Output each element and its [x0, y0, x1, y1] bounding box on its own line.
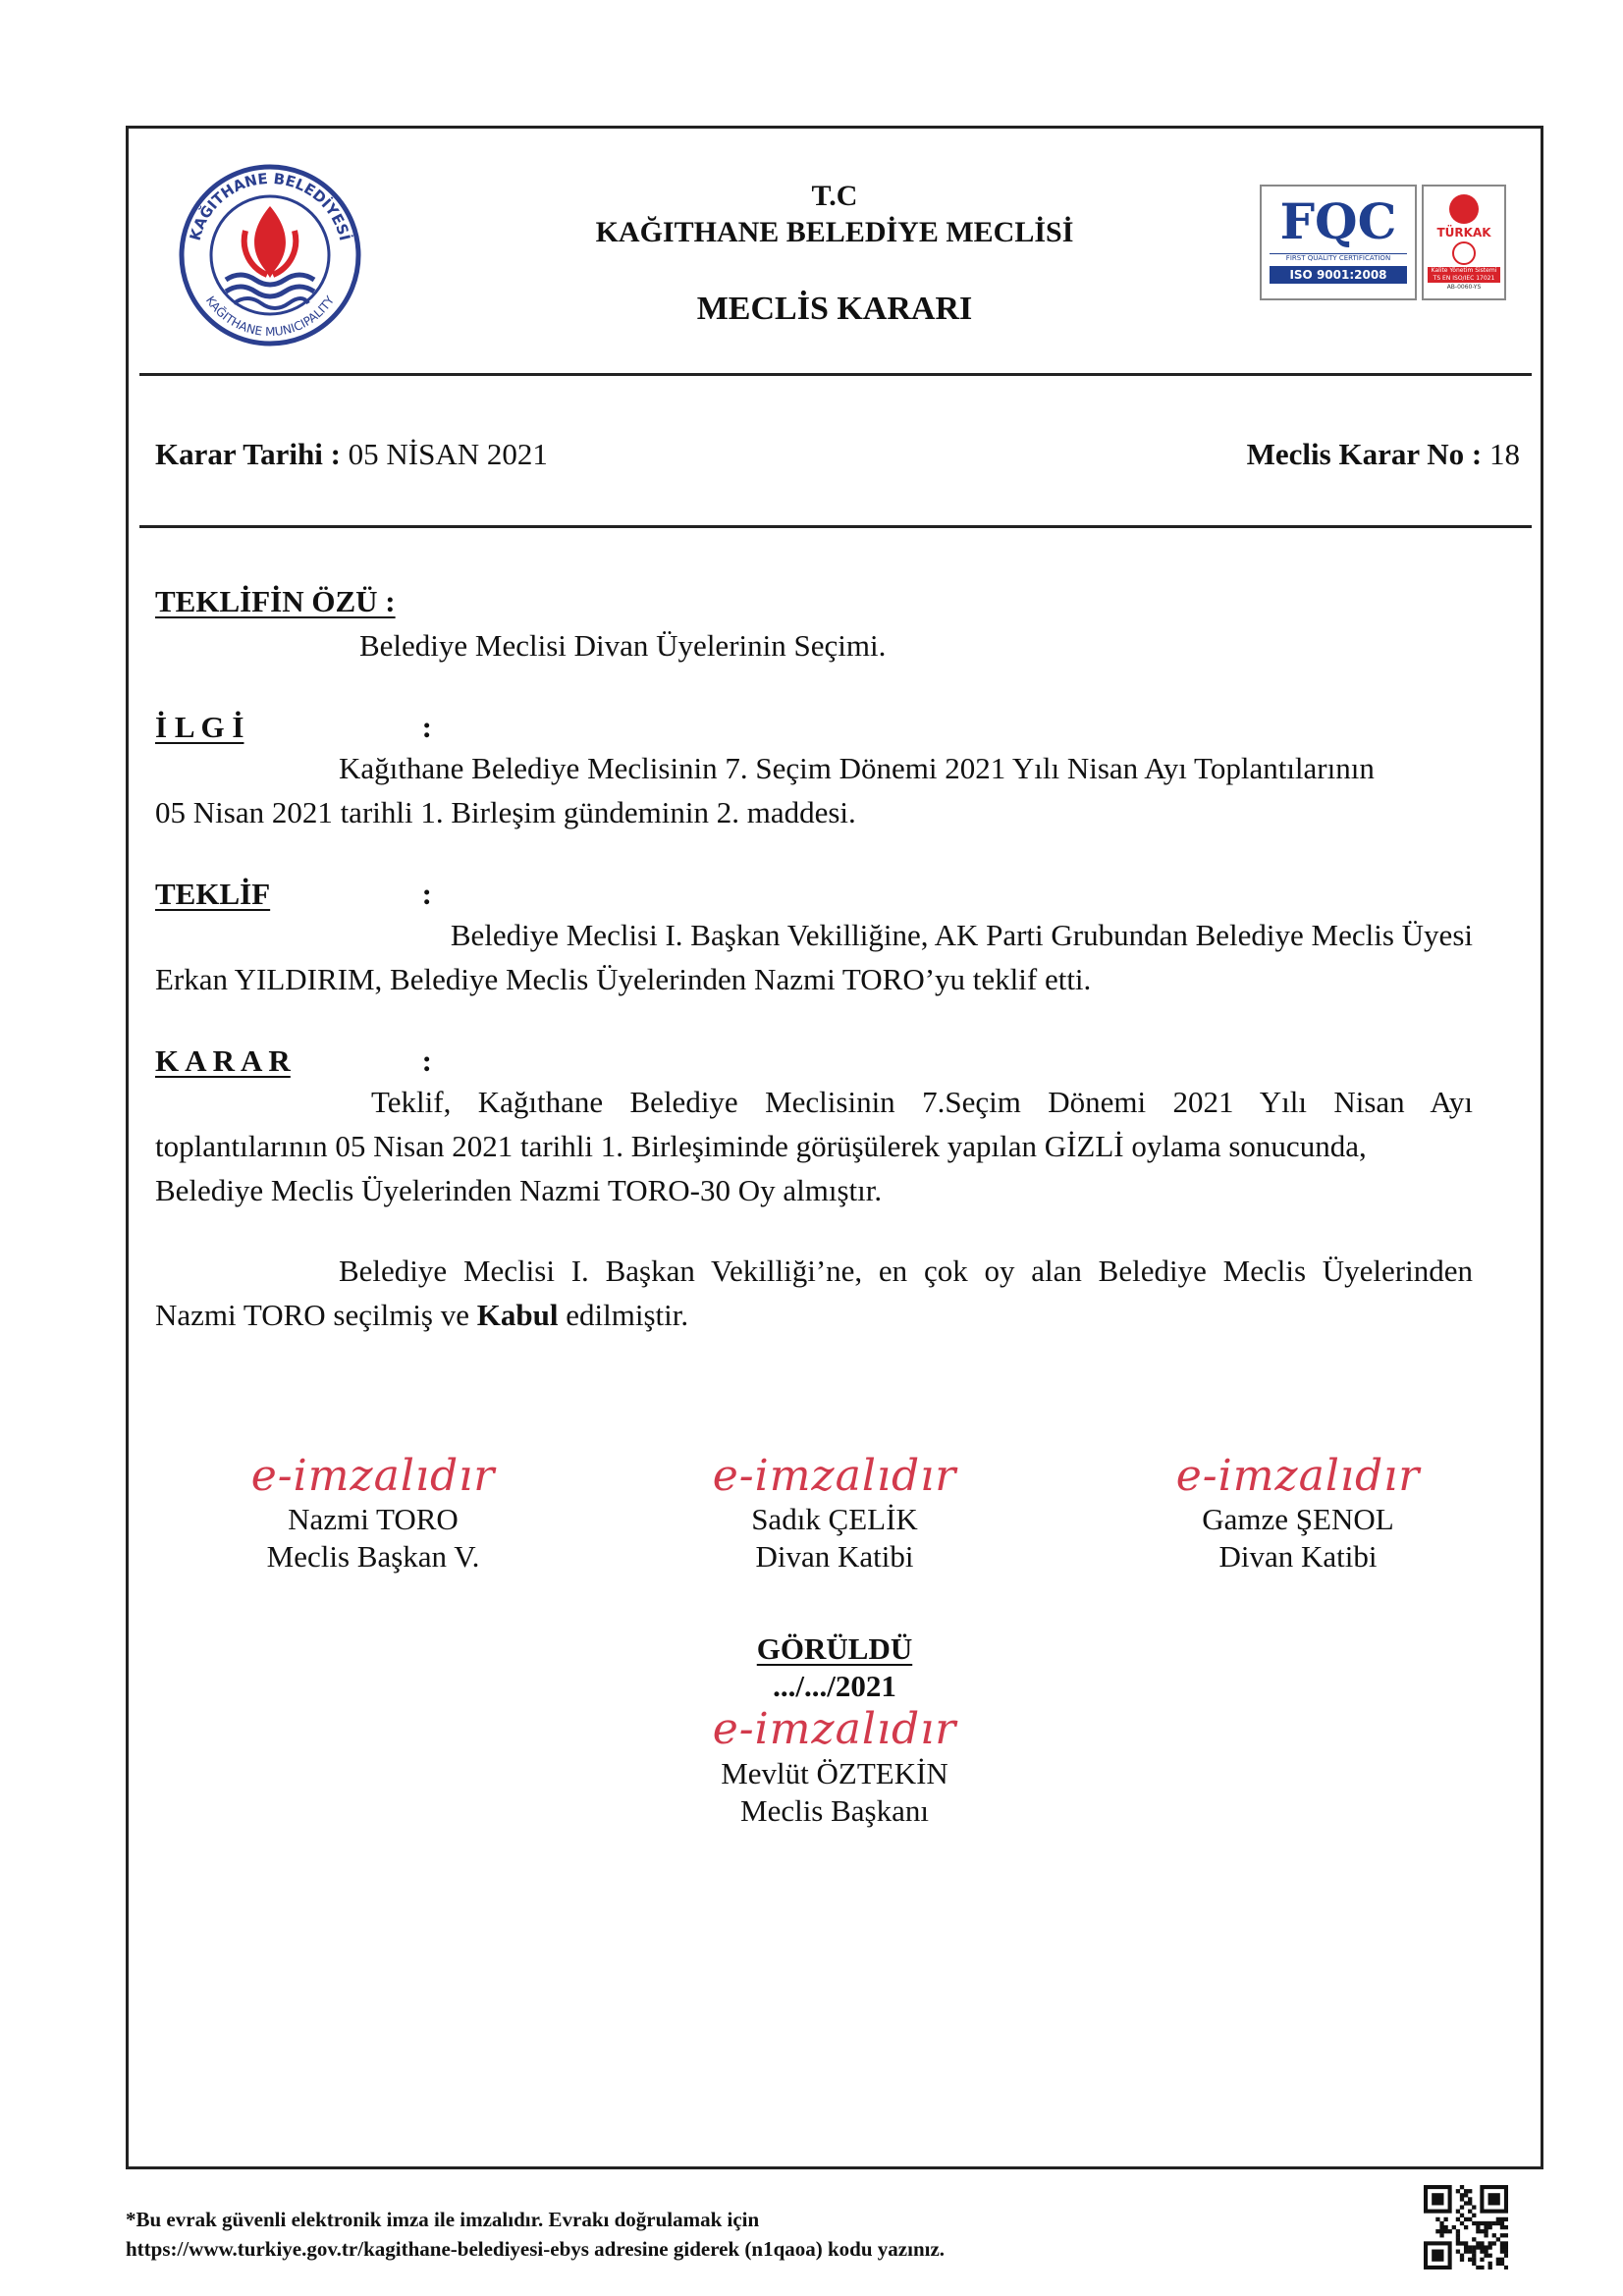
- section-karar-label: K A R A R: [155, 1043, 291, 1078]
- approval-block: [687, 1629, 982, 1830]
- header-tc: T.C: [811, 180, 858, 212]
- qr-code: [1424, 2185, 1508, 2269]
- section-teklif-label: TEKLİF: [155, 877, 271, 911]
- signer-role: Meclis Başkan V.: [266, 1539, 480, 1574]
- signature-block-1: [226, 1451, 520, 1575]
- page-title: MECLİS KARARI: [696, 291, 973, 327]
- approval-label: GÖRÜLDÜ: [756, 1631, 913, 1666]
- e-signature-stamp: e-imzalıdır: [250, 1451, 496, 1501]
- decision-number: [1247, 432, 1520, 476]
- section-ilgi-colon: :: [421, 710, 432, 744]
- section-ilgi-line2: 05 Nisan 2021 tarihli 1. Birleşim gündeminin 2. maddesi.: [155, 795, 856, 829]
- decision-number-label: Meclis Karar No :: [1246, 437, 1483, 471]
- section-teklif-colon: :: [421, 877, 432, 911]
- e-signature-stamp: e-imzalıdır: [712, 1451, 957, 1501]
- municipality-logo: [177, 162, 363, 348]
- section-ilgi-heading: [155, 705, 432, 749]
- section-karar-heading: [155, 1039, 432, 1083]
- footer-line2: https://www.turkiye.gov.tr/kagithane-belediyesi-ebys adresine giderek (n1qaoa) kodu yazınız.: [126, 2237, 946, 2261]
- signature-block-2: [687, 1451, 982, 1575]
- section-ozu-label: TEKLİFİN ÖZÜ :: [155, 584, 396, 618]
- turkak-badge: TÜRKAK Kalite Yönetim Sistemi TS EN ISO/IEC 17021 AB-0060-YS: [1422, 185, 1506, 300]
- footer-line1: *Bu evrak güvenli elektronik imza ile imzalıdır. Evrakı doğrulamak için: [126, 2208, 760, 2231]
- final-text-kabul: Kabul: [476, 1298, 559, 1332]
- signature-block-3: [1151, 1451, 1445, 1575]
- section-karar-line1: Teklif, Kağıthane Belediye Meclisinin 7.Seçim Dönemi 2021 Yılı Nisan Ayı: [371, 1085, 1473, 1119]
- header-divider: [139, 373, 1532, 376]
- final-paragraph-line2: [155, 1293, 1473, 1337]
- footer-note: [126, 2205, 1353, 2264]
- e-signature-stamp: e-imzalıdır: [712, 1704, 957, 1754]
- section-karar-colon: :: [421, 1043, 432, 1078]
- final-paragraph-line1: Belediye Meclisi I. Başkan Vekilliği’ne, en çok oy alan Belediye Meclis Üyelerinden: [339, 1254, 1473, 1288]
- section-ilgi-line1: Kağıthane Belediye Meclisinin 7. Seçim Dönemi 2021 Yılı Nisan Ayı Toplantılarının: [339, 751, 1375, 785]
- final-text-pre: Nazmi TORO seçilmiş ve: [155, 1298, 477, 1332]
- section-karar-line3: Belediye Meclis Üyelerinden Nazmi TORO-30 Oy almıştır.: [155, 1173, 883, 1207]
- decision-date-value: 05 NİSAN 2021: [348, 437, 548, 471]
- section-ozu-text: Belediye Meclisi Divan Üyelerinin Seçimi.: [359, 628, 887, 663]
- svg-text:KAĞITHANE BELEDİYESİ: KAĞITHANE BELEDİYESİ: [186, 169, 354, 243]
- svg-text:KAĞITHANE MUNICIPALITY: KAĞITHANE MUNICIPALITY: [202, 294, 338, 340]
- section-karar-line2: toplantılarının 05 Nisan 2021 tarihli 1. Birleşiminde görüşülerek yapılan GİZLİ oylama sonucunda,: [155, 1129, 1367, 1163]
- section-teklif-line1: Belediye Meclisi I. Başkan Vekilliğine, AK Parti Grubundan Belediye Meclis Üyesi: [450, 918, 1473, 952]
- signer-name: Nazmi TORO: [288, 1502, 459, 1536]
- section-ilgi-label: İ L G İ: [155, 710, 244, 744]
- meta-divider: [139, 525, 1532, 528]
- signer-role: Divan Katibi: [1218, 1539, 1378, 1574]
- approval-date: .../.../2021: [773, 1669, 896, 1703]
- signer-name: Sadık ÇELİK: [751, 1502, 918, 1536]
- decision-date: [155, 432, 548, 476]
- fqc-certification-badge: FQC FIRST QUALITY CERTIFICATION ISO 9001:2008: [1260, 185, 1417, 300]
- final-text-post: edilmiştir.: [558, 1298, 689, 1332]
- header-council-name: KAĞITHANE BELEDİYE MECLİSİ: [595, 216, 1074, 248]
- signer-role: Divan Katibi: [755, 1539, 914, 1574]
- decision-number-value: 18: [1489, 437, 1520, 471]
- approver-role: Meclis Başkanı: [740, 1793, 929, 1828]
- signer-name: Gamze ŞENOL: [1202, 1502, 1394, 1536]
- section-teklif-line2: Erkan YILDIRIM, Belediye Meclis Üyelerinden Nazmi TORO’yu teklif etti.: [155, 962, 1092, 996]
- section-teklif-heading: [155, 872, 432, 916]
- e-signature-stamp: e-imzalıdır: [1175, 1451, 1421, 1501]
- approver-name: Mevlüt ÖZTEKİN: [721, 1756, 948, 1790]
- decision-date-label: Karar Tarihi :: [155, 437, 341, 471]
